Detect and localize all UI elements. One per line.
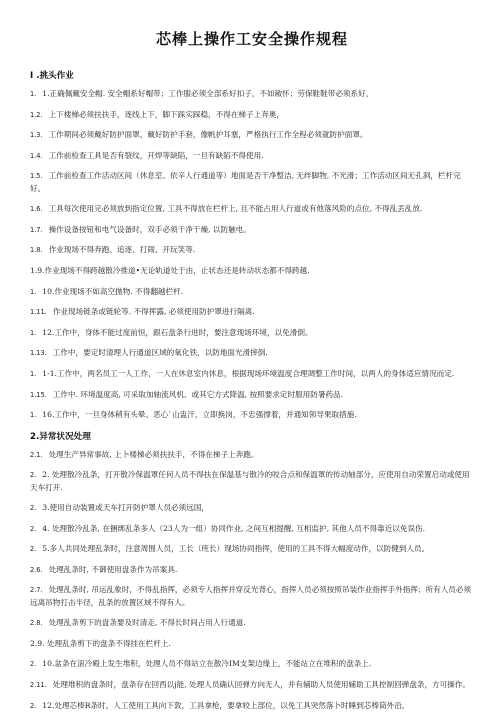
item-number: 1.5. [30,172,43,181]
procedure-item [30,129,474,141]
item-text: 上下楼梯必须扶扶手，逐线上下，脚下踩实踩稳，不得在梯子上奔奥， [48,109,284,119]
item-text: 16.工作中，一旦身体稍有头晕、恶心`山盅汗，立即换岗，不忠强撑着，并通知领导果取措施. [42,410,357,420]
item-text: 处理乱条剪下的盘条要及时清走, 不得长时间占用人行通道. [48,618,246,628]
item-number: 1.13. [30,349,47,358]
item-text: 3.使用自动装置或天车打开防护罩人员必须远国， [42,503,210,513]
procedure-item [30,203,474,215]
item-number: 1.15. [30,390,47,399]
procedure-item [30,469,474,493]
procedure-item [30,306,474,318]
item-text: 处理乱条时, 不御使用盘条作为吊案具. [48,564,178,574]
procedure-item [30,88,474,100]
item-number: 1. [30,411,37,420]
item-text: 工作期间必须戴好防护面罩，戴好防护手套，像帆护耳塞，严格执行工作全程必须就防护面罩。 [48,130,368,140]
item-number: 1.2. [30,110,43,119]
procedure-item [30,327,474,339]
item-text: 处理生产异常事故, 上卜楼梯必须扶扶手，不得在梯子上奔跑。 [48,449,259,459]
procedure-item [30,502,474,514]
procedure-item [30,224,474,236]
item-number: 2.6. [30,565,43,574]
document-body [30,69,474,712]
item-text: 操作设备按钮和电气设备时，双手必须干净干燥, 以防触电。 [48,224,251,234]
procedure-item [30,543,474,555]
item-number: 1. [30,328,37,337]
item-text: 作业现场链条或链轮等. 不得挥露, 必须使用防护罩进行隔离. [52,307,255,317]
item-number: 2. [30,524,37,533]
procedure-item [30,523,474,535]
item-text: 1-1.工作中，两名员工一人工作，一人在休息室内休息，根据现场环境温度合理调整工作时间，以两人的身体适应情况而定. [42,368,455,378]
procedure-item [30,265,474,277]
item-text: 工具每次使用完必须放到指定位置, 工具不得放在栏杆上, 且不能占用人行道或有他落风险的点位, 不得乱丢乱放. [48,204,423,214]
procedure-item [30,389,474,401]
item-text: 5.多人共同处理乱条时，注意周围人员，工长（班长）现场协同指挥，使用的工具不得大幅度动作，以防健到人员。 [42,544,430,554]
item-text: 2.9. 处理乱条剪下的盘条不得挂在栏杆上. [30,638,171,648]
item-number: 1.8. [30,246,43,255]
item-text: 工作前检查工具是否有裂纹，开焊等缺陷，一旦有缺陷不得使用. [48,150,264,160]
item-number: 1.3. [30,131,43,140]
section-heading: Ⅰ .挑头作业 [30,71,74,81]
procedure-item [30,658,474,670]
procedure-item [30,244,474,256]
item-number: 1.4. [30,151,43,160]
procedure-item [30,584,474,608]
procedure-item [30,679,474,691]
document-title: 芯棒上操作工安全操作规程 [155,30,348,48]
item-number: 2.1. [30,450,43,459]
procedure-item [30,286,474,298]
item-text: 12.处理芯棒R条时，人工使用工具向下敦，工具拿枪，要拿较上部位，以免工具突然落卜时睡到芯棒筒外沿。 [42,700,410,710]
item-text: 2. 处理散冷乱条，打开散冷保温罩任何人员不得扶在保温基与散冷的咬合点和保温罩的传动轴部分，应使用自动荣置启动或使用天车打开. [30,470,470,492]
item-text: 4. 处理散冷乱条, 在捆绑乱条多人（23人为一组）协同作业, 之间互相提醒, 互相监护, 其他人员不得靠近以免误伤. [42,523,426,533]
item-number: 2.7. [30,586,43,595]
item-text: 1.9.作业现场不得跨越散冷推道•无论轨道处于由，止状态还是转动状态都不得跨越. [30,265,310,275]
item-text: 工作中，要定时清理人行通道区域的氧化铁，以防地面光滑摔倒. [52,348,268,358]
section-heading: 2.异常状况处理 [30,431,91,442]
item-text: 作业现场不得奔跑、追逐、打闹、开玩笑等. [48,245,196,255]
item-number: 2. [30,660,37,669]
procedure-item [30,638,474,650]
procedure-item [30,700,474,712]
procedure-item [30,150,474,162]
item-number: 1.7. [30,225,43,234]
item-number: 1. [30,369,37,378]
item-number: 2. [30,701,37,710]
item-text: 12.工作中，身体不能过度前恒，跟石盘条行进时，要注意现场环境，以免滑倒。 [42,327,313,337]
item-number: 2. [30,545,37,554]
item-number: 2.8. [30,619,43,628]
item-number: 2. [30,471,37,480]
item-text: 10.盆条在滚冷殿上发生堆积，处理人员不得站立在散冷IM支架边缘上，不能站立在堆积的盘条上. [42,659,372,669]
item-number: 2. [30,504,37,513]
procedure-item [30,449,474,461]
item-number: 1. [30,287,37,296]
procedure-item [30,170,474,194]
item-text: 处理乱条时, 吊运乱象时，不得乱指挥，必须专人指挥并穿反光背心，指挥人员必须按照吊装作业指挥手外指挥；所有人员必须远离吊物打击半径，乱条的放置区域不得有人。 [30,585,472,607]
item-number: 2.11. [30,681,47,690]
item-text: 处理堆积的盘条时，盘条存在回西以j能, 处理人员确认回弹方向无人，并有辅助人员使用辅助工具控制回弹盘条，方可操作。 [52,680,471,690]
procedure-item [30,109,474,121]
procedure-item [30,409,474,421]
item-text: 1.正确佩戴安全帽. 安全帽系好帽带；工作服必须全部系好扣子，不如敞怀；劳保鞋鞋带必须系好， [42,89,374,98]
item-number: 1. [30,90,37,98]
procedure-item [30,617,474,629]
item-text: 10.作业现场不如高空抛物. 不得翻越栏杆. [42,286,184,296]
procedure-item [30,368,474,380]
procedure-item [30,347,474,359]
procedure-item [30,564,474,576]
item-text: 工作中. 环境温度高, 可采取加轴流风机、或其它方式降温, 按照要求定时服用防暑药品. [52,389,344,399]
item-number: 1.6. [30,205,43,214]
item-text: 工作前检查工作活动区间（休息室、依辛人行通道等）地面是否干净整洁, 无绊脚物, 不光滑；工作活动区间无孔洞，栏杆完好。 [30,171,461,193]
item-number: 1.11. [30,308,47,317]
